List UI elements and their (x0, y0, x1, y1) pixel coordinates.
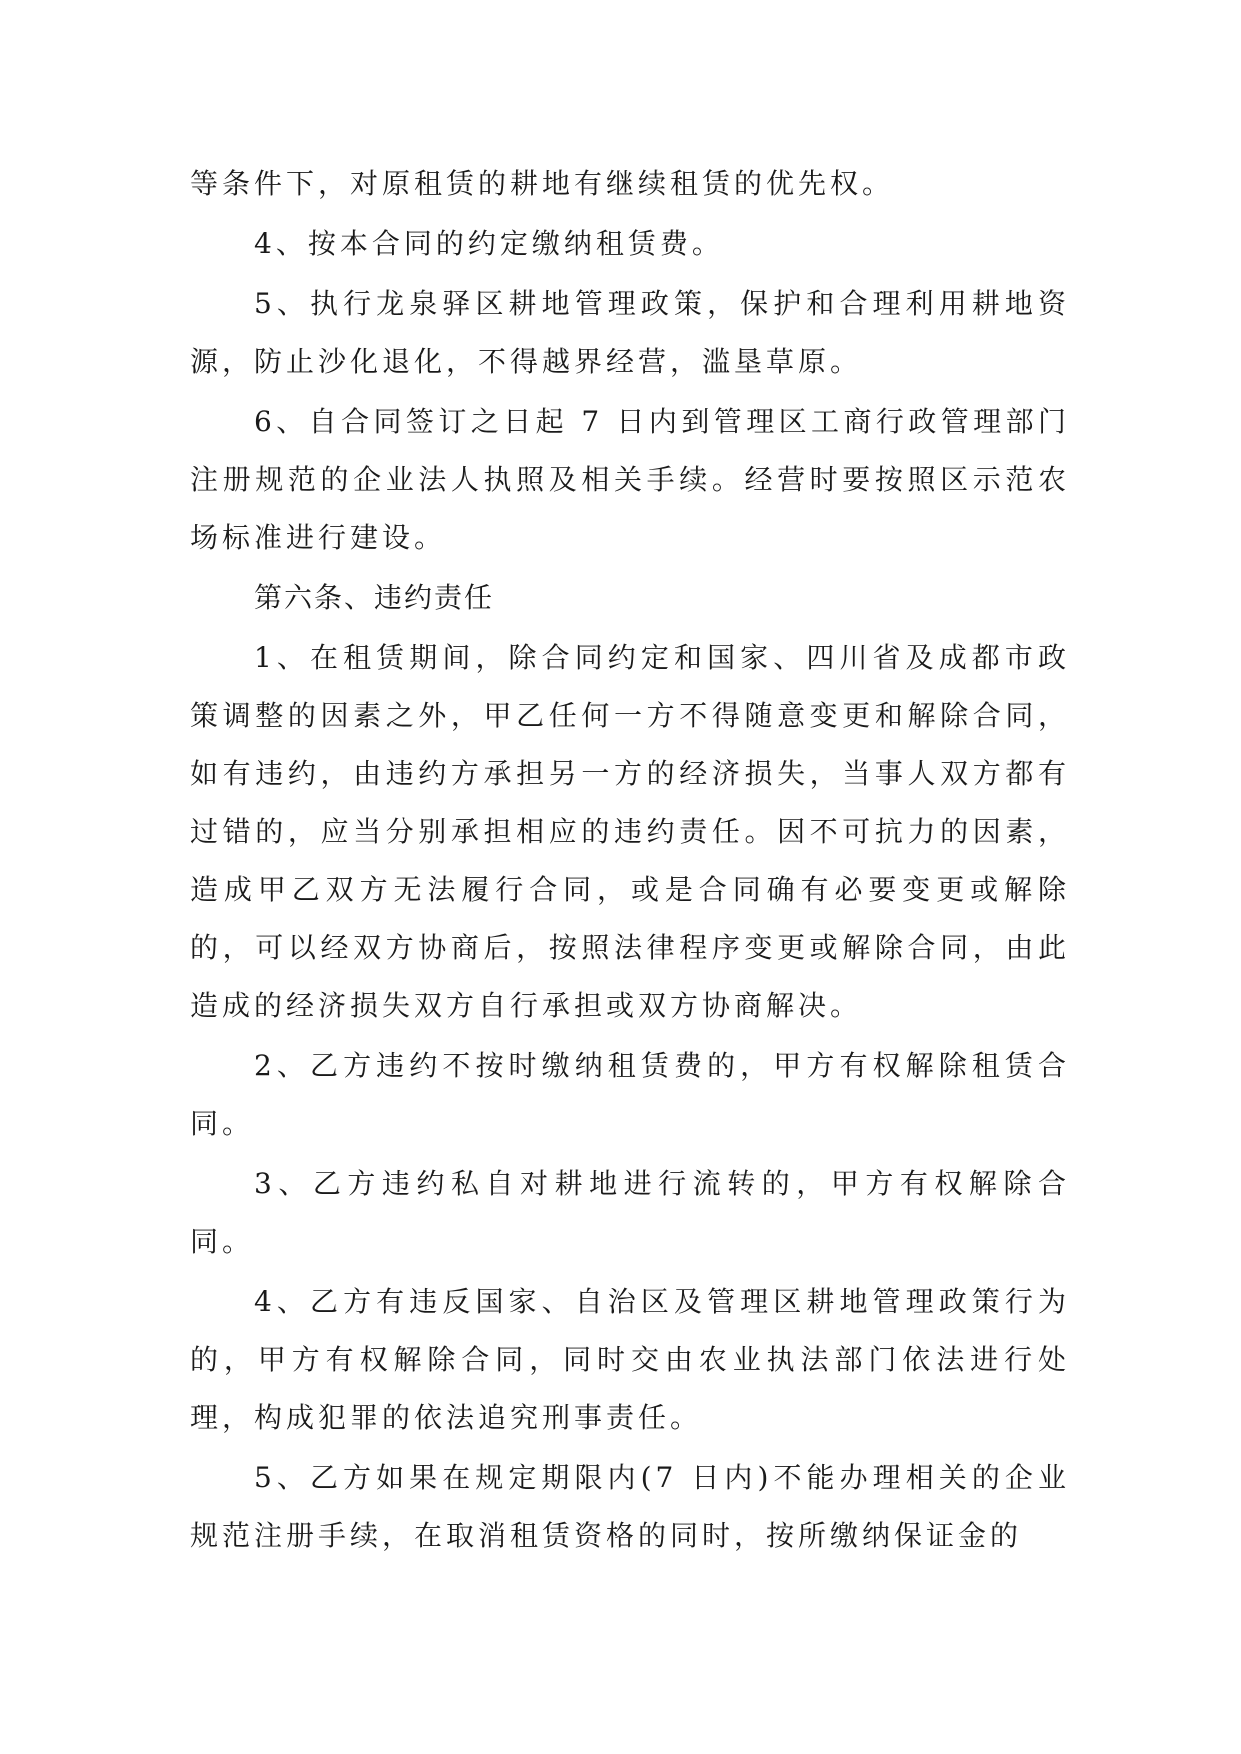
paragraph-liability-3: 3、乙方违约私自对耕地进行流转的，甲方有权解除合同。 (190, 1167, 1070, 1258)
paragraph-liability-5: 5、乙方如果在规定期限内(7 日内)不能办理相关的企业规范注册手续，在取消租赁资格的同时，按所缴纳保证金的 (190, 1461, 1070, 1552)
paragraph-continuation: 等条件下，对原租赁的耕地有继续租赁的优先权。 (190, 167, 895, 200)
document-page (190, 155, 1070, 1567)
paragraph-item-6-registration: 6、自合同签订之日起 7 日内到管理区工商行政管理部门注册规范的企业法人执照及相关手续。经营时要按照区示范农场标准进行建设。 (190, 405, 1070, 554)
section-heading-liability: 第六条、违约责任 (254, 581, 495, 614)
paragraph-liability-1: 1、在租赁期间，除合同约定和国家、四川省及成都市政策调整的因素之外，甲乙任何一方不得随意变更和解除合同，如有违约，由违约方承担另一方的经济损失，当事人双方都有过错的，应当分别承担相应的违约责任。因不可抗力的因素，造成甲乙双方无法履行合同，或是合同确有必要变更或解除的，可以经双方协商后，按照法律程序变更或解除合同，由此造成的经济损失双方自行承担或双方协商解决。 (190, 641, 1070, 1022)
paragraph-liability-4: 4、乙方有违反国家、自治区及管理区耕地管理政策行为的，甲方有权解除合同，同时交由农业执法部门依法进行处理，构成犯罪的依法追究刑事责任。 (190, 1285, 1070, 1434)
paragraph-liability-2: 2、乙方违约不按时缴纳租赁费的，甲方有权解除租赁合同。 (190, 1049, 1070, 1140)
paragraph-item-4-pay-rent: 4、按本合同的约定缴纳租赁费。 (254, 227, 724, 260)
paragraph-item-5-land-policy: 5、执行龙泉驿区耕地管理政策，保护和合理利用耕地资源，防止沙化退化，不得越界经营，滥垦草原。 (190, 287, 1070, 378)
